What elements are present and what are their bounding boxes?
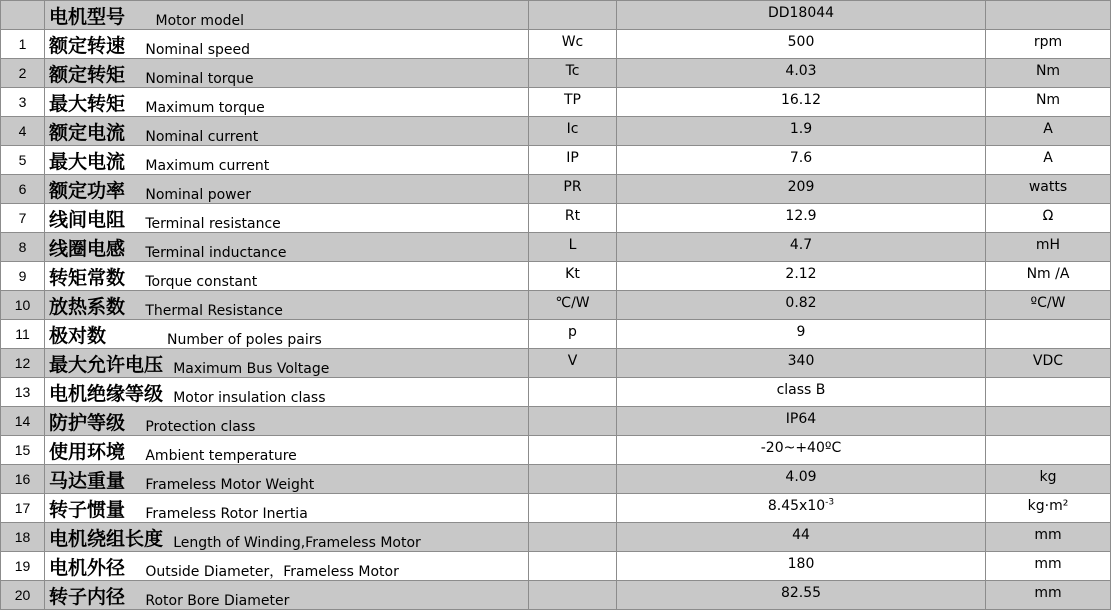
spec-row xyxy=(1,146,1111,175)
parameter-value xyxy=(617,146,986,175)
parameter-name-cn: 电机外径 xyxy=(49,556,126,579)
parameter-name xyxy=(45,175,529,204)
parameter-symbol xyxy=(529,59,617,88)
parameter-unit xyxy=(986,30,1111,59)
spec-row xyxy=(1,581,1111,610)
symbol-text: V xyxy=(567,353,578,369)
unit-text: A xyxy=(1043,150,1053,166)
unit-text: Nm xyxy=(1035,92,1061,108)
value-text: class B xyxy=(776,382,826,398)
model-value-text: DD18044 xyxy=(767,5,835,21)
parameter-symbol xyxy=(529,291,617,320)
parameter-name-cn: 电机绕组长度 xyxy=(49,527,164,550)
parameter-value xyxy=(617,262,986,291)
symbol-text: Kt xyxy=(565,266,580,282)
parameter-unit xyxy=(986,407,1111,436)
parameter-name-en: Terminal inductance xyxy=(145,244,287,261)
parameter-name-cn: 额定功率 xyxy=(49,179,126,202)
symbol-text: PR xyxy=(563,179,582,195)
parameter-name-en: Frameless Motor Weight xyxy=(145,476,315,493)
symbol-text: Ic xyxy=(566,121,579,137)
spec-row xyxy=(1,523,1111,552)
value-text: 180 xyxy=(787,556,815,572)
parameter-value xyxy=(617,581,986,610)
spec-row xyxy=(1,494,1111,523)
parameter-name xyxy=(45,320,529,349)
parameter-value xyxy=(617,291,986,320)
unit-text: kg xyxy=(1039,469,1057,485)
parameter-value xyxy=(617,552,986,581)
row-number: 12 xyxy=(1,349,45,378)
parameter-name xyxy=(45,262,529,291)
parameter-unit xyxy=(986,146,1111,175)
parameter-unit xyxy=(986,320,1111,349)
spec-row xyxy=(1,117,1111,146)
parameter-symbol xyxy=(529,1,617,30)
value-text: 82.55 xyxy=(780,585,822,601)
value-text: -20~+40ºC xyxy=(760,440,842,456)
parameter-symbol xyxy=(529,465,617,494)
value-text: 0.82 xyxy=(785,295,817,311)
parameter-name-cn: 放热系数 xyxy=(49,295,126,318)
parameter-name-en: Maximum Bus Voltage xyxy=(173,360,330,377)
parameter-name xyxy=(45,204,529,233)
spec-row xyxy=(1,291,1111,320)
value-text: 9 xyxy=(796,324,806,340)
parameter-name-cn: 最大允许电压 xyxy=(49,353,164,376)
row-number: 18 xyxy=(1,523,45,552)
parameter-name-cn: 转子惯量 xyxy=(49,498,126,521)
parameter-name-cn: 线圈电感 xyxy=(49,237,126,260)
symbol-text: Wc xyxy=(561,34,584,50)
value-text: 4.03 xyxy=(785,63,817,79)
parameter-name xyxy=(45,349,529,378)
parameter-name-en: Outside Diameter，Frameless Motor xyxy=(145,563,399,580)
parameter-unit xyxy=(986,175,1111,204)
parameter-symbol xyxy=(529,117,617,146)
spec-row xyxy=(1,552,1111,581)
parameter-name-en: Nominal torque xyxy=(145,70,254,87)
parameter-name-en: Rotor Bore Diameter xyxy=(145,592,290,609)
parameter-unit xyxy=(986,436,1111,465)
parameter-name xyxy=(45,146,529,175)
spec-row xyxy=(1,436,1111,465)
parameter-name-cn: 防护等级 xyxy=(49,411,126,434)
parameter-name-cn: 最大转矩 xyxy=(49,92,126,115)
parameter-value xyxy=(617,88,986,117)
symbol-text: Tc xyxy=(565,63,580,79)
parameter-name-en: Motor insulation class xyxy=(173,389,326,406)
parameter-unit xyxy=(986,117,1111,146)
parameter-value xyxy=(617,349,986,378)
parameter-name xyxy=(45,117,529,146)
value-text: 7.6 xyxy=(789,150,813,166)
parameter-symbol xyxy=(529,175,617,204)
unit-text: Ω xyxy=(1042,208,1054,224)
parameter-symbol xyxy=(529,204,617,233)
parameter-value xyxy=(617,494,986,523)
parameter-symbol xyxy=(529,494,617,523)
parameter-name-cn: 转矩常数 xyxy=(49,266,126,289)
parameter-name-en: Number of poles pairs xyxy=(167,331,322,348)
row-number: 6 xyxy=(1,175,45,204)
parameter-symbol xyxy=(529,349,617,378)
parameter-unit xyxy=(986,59,1111,88)
row-number: 1 xyxy=(1,30,45,59)
parameter-symbol xyxy=(529,378,617,407)
parameter-name-en: Terminal resistance xyxy=(145,215,281,232)
unit-text: A xyxy=(1043,121,1053,137)
parameter-value xyxy=(617,204,986,233)
value-text: 4.7 xyxy=(789,237,813,253)
row-number: 14 xyxy=(1,407,45,436)
row-number: 8 xyxy=(1,233,45,262)
parameter-name-cn: 电机型号 xyxy=(49,5,126,28)
parameter-name-en: Maximum torque xyxy=(145,99,265,116)
parameter-name xyxy=(45,523,529,552)
parameter-value xyxy=(617,30,986,59)
symbol-text: p xyxy=(568,324,577,340)
parameter-symbol xyxy=(529,262,617,291)
parameter-unit xyxy=(986,204,1111,233)
unit-text: mm xyxy=(1034,556,1062,572)
parameter-value xyxy=(617,233,986,262)
spec-row xyxy=(1,407,1111,436)
parameter-name xyxy=(45,59,529,88)
symbol-text: TP xyxy=(564,92,581,108)
spec-row xyxy=(1,465,1111,494)
parameter-name-en: Motor model xyxy=(155,12,245,29)
parameter-name-en: Ambient temperature xyxy=(145,447,297,464)
parameter-value xyxy=(617,465,986,494)
parameter-name xyxy=(45,291,529,320)
symbol-text: Rt xyxy=(564,208,581,224)
unit-text: Nm /A xyxy=(1026,266,1070,282)
parameter-value xyxy=(617,523,986,552)
unit-text: kg·m² xyxy=(1027,498,1069,514)
unit-text: mm xyxy=(1034,527,1062,543)
value-base: 8.45x10 xyxy=(767,498,826,515)
row-number: 2 xyxy=(1,59,45,88)
parameter-symbol xyxy=(529,233,617,262)
parameter-name-cn: 转子内径 xyxy=(49,585,126,608)
value-text: 2.12 xyxy=(785,266,817,282)
parameter-unit xyxy=(986,494,1111,523)
parameter-value xyxy=(617,59,986,88)
parameter-name xyxy=(45,436,529,465)
value-text: 209 xyxy=(787,179,815,195)
row-number: 7 xyxy=(1,204,45,233)
spec-row xyxy=(1,233,1111,262)
spec-row xyxy=(1,349,1111,378)
parameter-symbol xyxy=(529,407,617,436)
value-text xyxy=(768,498,834,514)
parameter-unit xyxy=(986,581,1111,610)
parameter-symbol xyxy=(529,320,617,349)
parameter-name-cn: 额定电流 xyxy=(49,121,126,144)
parameter-name xyxy=(45,378,529,407)
parameter-name-cn: 马达重量 xyxy=(49,469,126,492)
row-number: 16 xyxy=(1,465,45,494)
value-text: 16.12 xyxy=(780,92,822,108)
parameter-name-en: Frameless Rotor Inertia xyxy=(145,505,308,522)
parameter-name-cn: 线间电阻 xyxy=(49,208,126,231)
parameter-symbol xyxy=(529,436,617,465)
symbol-text: ℃/W xyxy=(555,295,590,311)
parameter-value xyxy=(617,378,986,407)
spec-row xyxy=(1,88,1111,117)
spec-row xyxy=(1,320,1111,349)
value-text: 500 xyxy=(787,34,815,50)
parameter-unit xyxy=(986,88,1111,117)
row-number: 11 xyxy=(1,320,45,349)
parameter-name xyxy=(45,552,529,581)
parameter-name-cn: 电机绝缘等级 xyxy=(49,382,164,405)
parameter-symbol xyxy=(529,146,617,175)
row-number: 19 xyxy=(1,552,45,581)
parameter-name-cn: 额定转矩 xyxy=(49,63,126,86)
parameter-unit xyxy=(986,465,1111,494)
parameter-symbol xyxy=(529,552,617,581)
parameter-value xyxy=(617,407,986,436)
parameter-unit xyxy=(986,349,1111,378)
parameter-name xyxy=(45,465,529,494)
row-number: 10 xyxy=(1,291,45,320)
spec-row xyxy=(1,59,1111,88)
parameter-unit xyxy=(986,262,1111,291)
parameter-unit xyxy=(986,552,1111,581)
parameter-name xyxy=(45,30,529,59)
parameter-value xyxy=(617,436,986,465)
row-number xyxy=(1,1,45,30)
parameter-name-en: Torque constant xyxy=(145,273,258,290)
spec-row xyxy=(1,175,1111,204)
parameter-name-en: Nominal power xyxy=(145,186,251,203)
parameter-value xyxy=(617,320,986,349)
parameter-name xyxy=(45,581,529,610)
symbol-text: L xyxy=(568,237,577,253)
parameter-name xyxy=(45,1,529,30)
unit-text: Nm xyxy=(1035,63,1061,79)
unit-text: watts xyxy=(1028,179,1068,195)
spec-row xyxy=(1,262,1111,291)
parameter-name-cn: 最大电流 xyxy=(49,150,126,173)
spec-table-body xyxy=(1,1,1111,610)
symbol-text: IP xyxy=(566,150,579,166)
value-text: 1.9 xyxy=(789,121,813,137)
parameter-name-cn: 使用环境 xyxy=(49,440,126,463)
value-exponent: -3 xyxy=(825,497,835,508)
parameter-unit xyxy=(986,523,1111,552)
row-number: 15 xyxy=(1,436,45,465)
parameter-name-cn: 极对数 xyxy=(49,324,107,347)
unit-text: mm xyxy=(1034,585,1062,601)
parameter-name xyxy=(45,88,529,117)
model-value xyxy=(617,1,986,30)
unit-text: rpm xyxy=(1033,34,1063,50)
row-number: 4 xyxy=(1,117,45,146)
value-text: 12.9 xyxy=(785,208,817,224)
parameter-name xyxy=(45,407,529,436)
parameter-name-en: Nominal speed xyxy=(145,41,251,58)
row-number: 17 xyxy=(1,494,45,523)
parameter-value xyxy=(617,175,986,204)
parameter-name xyxy=(45,494,529,523)
parameter-symbol xyxy=(529,88,617,117)
value-text: 44 xyxy=(792,527,810,543)
parameter-name-en: Nominal current xyxy=(145,128,259,145)
parameter-name-en: Protection class xyxy=(145,418,256,435)
spec-row xyxy=(1,204,1111,233)
parameter-unit xyxy=(986,1,1111,30)
parameter-symbol xyxy=(529,581,617,610)
spec-row xyxy=(1,378,1111,407)
parameter-name-en: Thermal Resistance xyxy=(145,302,283,319)
spec-row xyxy=(1,30,1111,59)
unit-text: ºC/W xyxy=(1030,295,1066,311)
row-number: 13 xyxy=(1,378,45,407)
header-row xyxy=(1,1,1111,30)
value-text: 4.09 xyxy=(785,469,817,485)
parameter-unit xyxy=(986,233,1111,262)
parameter-unit xyxy=(986,291,1111,320)
parameter-name-en: Maximum current xyxy=(145,157,270,174)
parameter-unit xyxy=(986,378,1111,407)
unit-text: VDC xyxy=(1032,353,1064,369)
parameter-name-en: Length of Winding,Frameless Motor xyxy=(173,534,421,551)
parameter-name xyxy=(45,233,529,262)
row-number: 3 xyxy=(1,88,45,117)
parameter-name-cn: 额定转速 xyxy=(49,34,126,57)
parameter-symbol xyxy=(529,30,617,59)
row-number: 9 xyxy=(1,262,45,291)
value-text: IP64 xyxy=(785,411,817,427)
row-number: 20 xyxy=(1,581,45,610)
parameter-symbol xyxy=(529,523,617,552)
value-text: 340 xyxy=(787,353,815,369)
parameter-value xyxy=(617,117,986,146)
unit-text: mH xyxy=(1035,237,1061,253)
row-number: 5 xyxy=(1,146,45,175)
